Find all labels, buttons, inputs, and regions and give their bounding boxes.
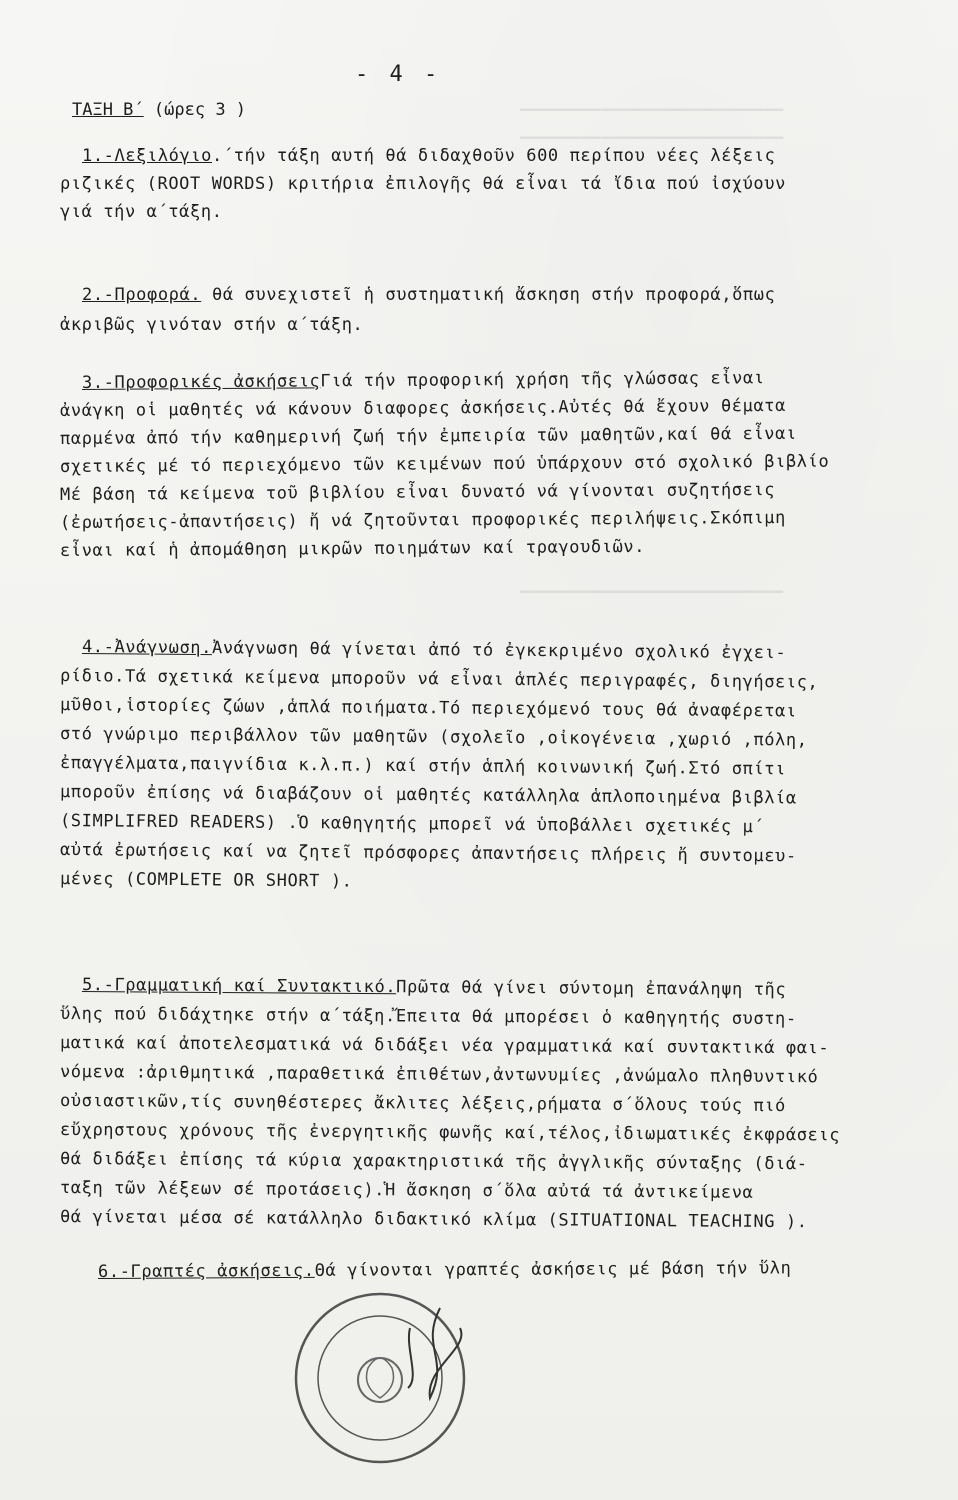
section-text: εὔχρηστους χρόνους τῆς ἐνεργητικῆς φωνῆς καί,τέλος,ἰδιωματικές ἐκφράσεις (59, 1120, 841, 1146)
section-text: ματικά καί ἀποτελεσματικά νά διδάξει νέα γραμματικά καί συντακτικά φαι- (59, 1033, 830, 1059)
section-text: μῦθοι,ἱστορίες ζώων ,ἁπλά ποιήματα.Τό περιεχόμενό τους θά ἀναφέρεται (59, 695, 797, 722)
text-line (60, 811, 764, 837)
text-line (60, 396, 786, 421)
section-text: σχετικές μέ τό περιεχόμενο τῶν κειμένων πού ὑπάρχουν στό σχολικό βιβλίο (59, 451, 830, 477)
section-title: 6.-Γραπτές ἀσκήσεις. (97, 1260, 315, 1282)
section-text: ὕλης πού διδάχτηκε στήν α΄τάξη.Ἔπειτα θά μπορέσει ὁ καθηγητής συστη- (59, 1004, 797, 1030)
text-line (82, 285, 775, 305)
text-line (60, 1149, 808, 1174)
text-line (60, 1004, 797, 1029)
text-line (60, 315, 363, 335)
text-line (60, 869, 353, 892)
text-line (82, 637, 786, 663)
section-text: ἀνάγκη οἱ μαθητές νά κάνουν διαφορες ἀσκήσεις.Αὐτές θά ἔχουν θέματα (59, 395, 786, 421)
section-text: θά γίνεται μέσα σέ κατάλληλο διδακτικό κλίμα (SITUATIONAL TEACHING ). (59, 1207, 808, 1233)
section-text: Πρῶτα θά γίνει σύντομη ἐπανάληψη τῆς (396, 977, 787, 1000)
official-stamp (290, 1288, 470, 1468)
page-number: - 4 - (355, 62, 442, 87)
section-title: 2.-Προφορά. (82, 285, 202, 305)
text-line (60, 424, 797, 449)
section-text: νόμενα :ἀριθμητικά ,παραθετικά ἐπιθέτων,ἀντωνυμίες ,ἀνώμαλο πληθυντικό (59, 1062, 819, 1088)
section-text: θά συνεχιστεῖ ἡ συστηματική ἄσκηση στήν προφορά,ὅπως (201, 285, 776, 305)
section-text: παρμένα ἀπό τήν καθημερινή ζωή τήν ἐμπειρία τῶν μαθητῶν,καί θά εἶναι (59, 423, 797, 449)
text-line (60, 537, 645, 561)
text-line (60, 782, 797, 808)
show-through-texture: ▁▁▁▁▁▁▁▁▁▁▁▁▁▁▁▁▁▁▁▁▁▁▁▁▁▁ (520, 120, 784, 139)
section-text: ριζικές (ROOT WORDS) κριτήρια ἐπιλογῆς θά εἶναι τά ἴδια πού ἰσχύουν (60, 174, 786, 194)
text-line (60, 480, 775, 505)
class-heading (72, 100, 246, 120)
class-heading-hours: (ώρες 3 ) (153, 100, 247, 120)
section-text: ρίδιο.Τά σχετικά κείμενα μποροῦν νά εἶναι ἁπλές περιγραφές, διηγήσεις, (59, 666, 819, 693)
section-text: ταξη τῶν λέξεων σέ προτάσεις).Ἡ ἄσκηση σ΄ὅλα αὐτά τά ἀντικείμενα (59, 1178, 754, 1203)
section-title: 5.-Γραμματική καί Συντακτικό. (81, 975, 397, 998)
section-title: 4.-Ἀνάγνωση. (81, 637, 213, 659)
section-text: Ἀνάγνωση θά γίνεται ἀπό τό ἐγκεκριμένο σχολικό ἐγχει- (211, 638, 787, 664)
text-line (60, 1207, 808, 1232)
text-line (60, 508, 786, 533)
section-text: αὐτά ἐρωτήσεις καί να ζητεῖ πρόσφορες ἀπαντήσεις πλήρεις ἤ συντομευ- (59, 840, 797, 867)
section-text: Μέ βάση τά κείμενα τοῦ βιβλίου εἶναι δυνατό νά γίνονται συζητήσεις (59, 480, 776, 505)
section-text: (ἐρωτήσεις-ἀπαντήσεις) ἤ νά ζητοῦνται προφορικές περιλήψεις.Σκόπιμη (59, 507, 786, 533)
text-line (60, 202, 223, 222)
show-through-texture: ▁▁▁▁▁▁▁▁▁▁▁▁▁▁▁▁▁▁▁▁▁▁▁▁▁▁ (520, 574, 784, 593)
section-text: οὐσιαστικῶν,τίς συνηθέστερες ἄκλιτες λέξεις,ρήματα σ΄ὅλους τούς πιό (59, 1091, 786, 1117)
text-line (60, 1178, 754, 1203)
text-line (82, 368, 765, 393)
text-line (60, 1062, 819, 1087)
text-line (98, 1258, 792, 1282)
text-line (60, 1091, 786, 1116)
text-line (82, 146, 775, 166)
section-title: 3.-Προφορικές ἀσκήσεις (81, 371, 321, 393)
section-text: ἀκριβῶς γινόταν στήν α΄τάξη. (60, 315, 364, 335)
section-text: μποροῦν ἐπίσης νά διαβάζουν οἱ μαθητές κατάλληλα ἁπλοποιημένα βιβλία (59, 782, 797, 809)
text-line (60, 724, 808, 751)
section-title: 1.-Λεξιλόγιο (82, 146, 213, 166)
text-line (60, 753, 786, 779)
section-text: στό γνώριμο περιβάλλον τῶν μαθητῶν (σχολεῖο ,οἰκογένεια ,χωριό ,πόλη, (59, 724, 808, 751)
section-text: Γιά τήν προφορική χρήση τῆς γλώσσας εἶναι (320, 368, 765, 392)
section-text: Θά γίνονται γραπτές ἀσκήσεις μέ βάση τήν ὕλη (314, 1258, 792, 1281)
text-line (82, 975, 786, 1000)
section-text: γιά τήν α΄τάξη. (60, 202, 223, 222)
text-line (60, 1033, 829, 1058)
text-line (60, 666, 819, 693)
section-text: (SIMPLIFRED READERS) .Ὁ καθηγητής μπορεῖ νά ὑποβάλλει σχετικές μ΄ (59, 811, 765, 838)
section-text: μένες (COMPLETE OR SHORT ). (59, 869, 353, 892)
section-text: εἶναι καί ἡ ἀπομάθηση μικρῶν ποιημάτων καί τραγουδιῶν. (59, 536, 646, 561)
section-text: θά διδάξει ἐπίσης τά κύρια χαρακτηριστικά τῆς ἀγγλικῆς σύνταξης (διά- (59, 1149, 808, 1175)
text-line (60, 695, 797, 721)
class-heading-title: ΤΑΞΗ Β΄ (72, 100, 144, 120)
show-through-texture: ▁▁▁▁▁▁▁▁▁▁▁▁▁▁▁▁▁▁▁▁▁▁▁▁▁▁ (520, 92, 784, 111)
text-line (60, 174, 786, 194)
text-line (60, 840, 797, 866)
text-line (60, 1120, 840, 1145)
section-text: .΄τήν τάξη αυτή θά διδαχθοῦν 600 περίπου νέες λέξεις (212, 146, 776, 166)
text-line (60, 452, 829, 477)
section-text: ἐπαγγέλματα,παιγνίδια κ.λ.π.) καί στήν ἁπλή κοινωνική ζωή.Στό σπίτι (59, 753, 786, 780)
